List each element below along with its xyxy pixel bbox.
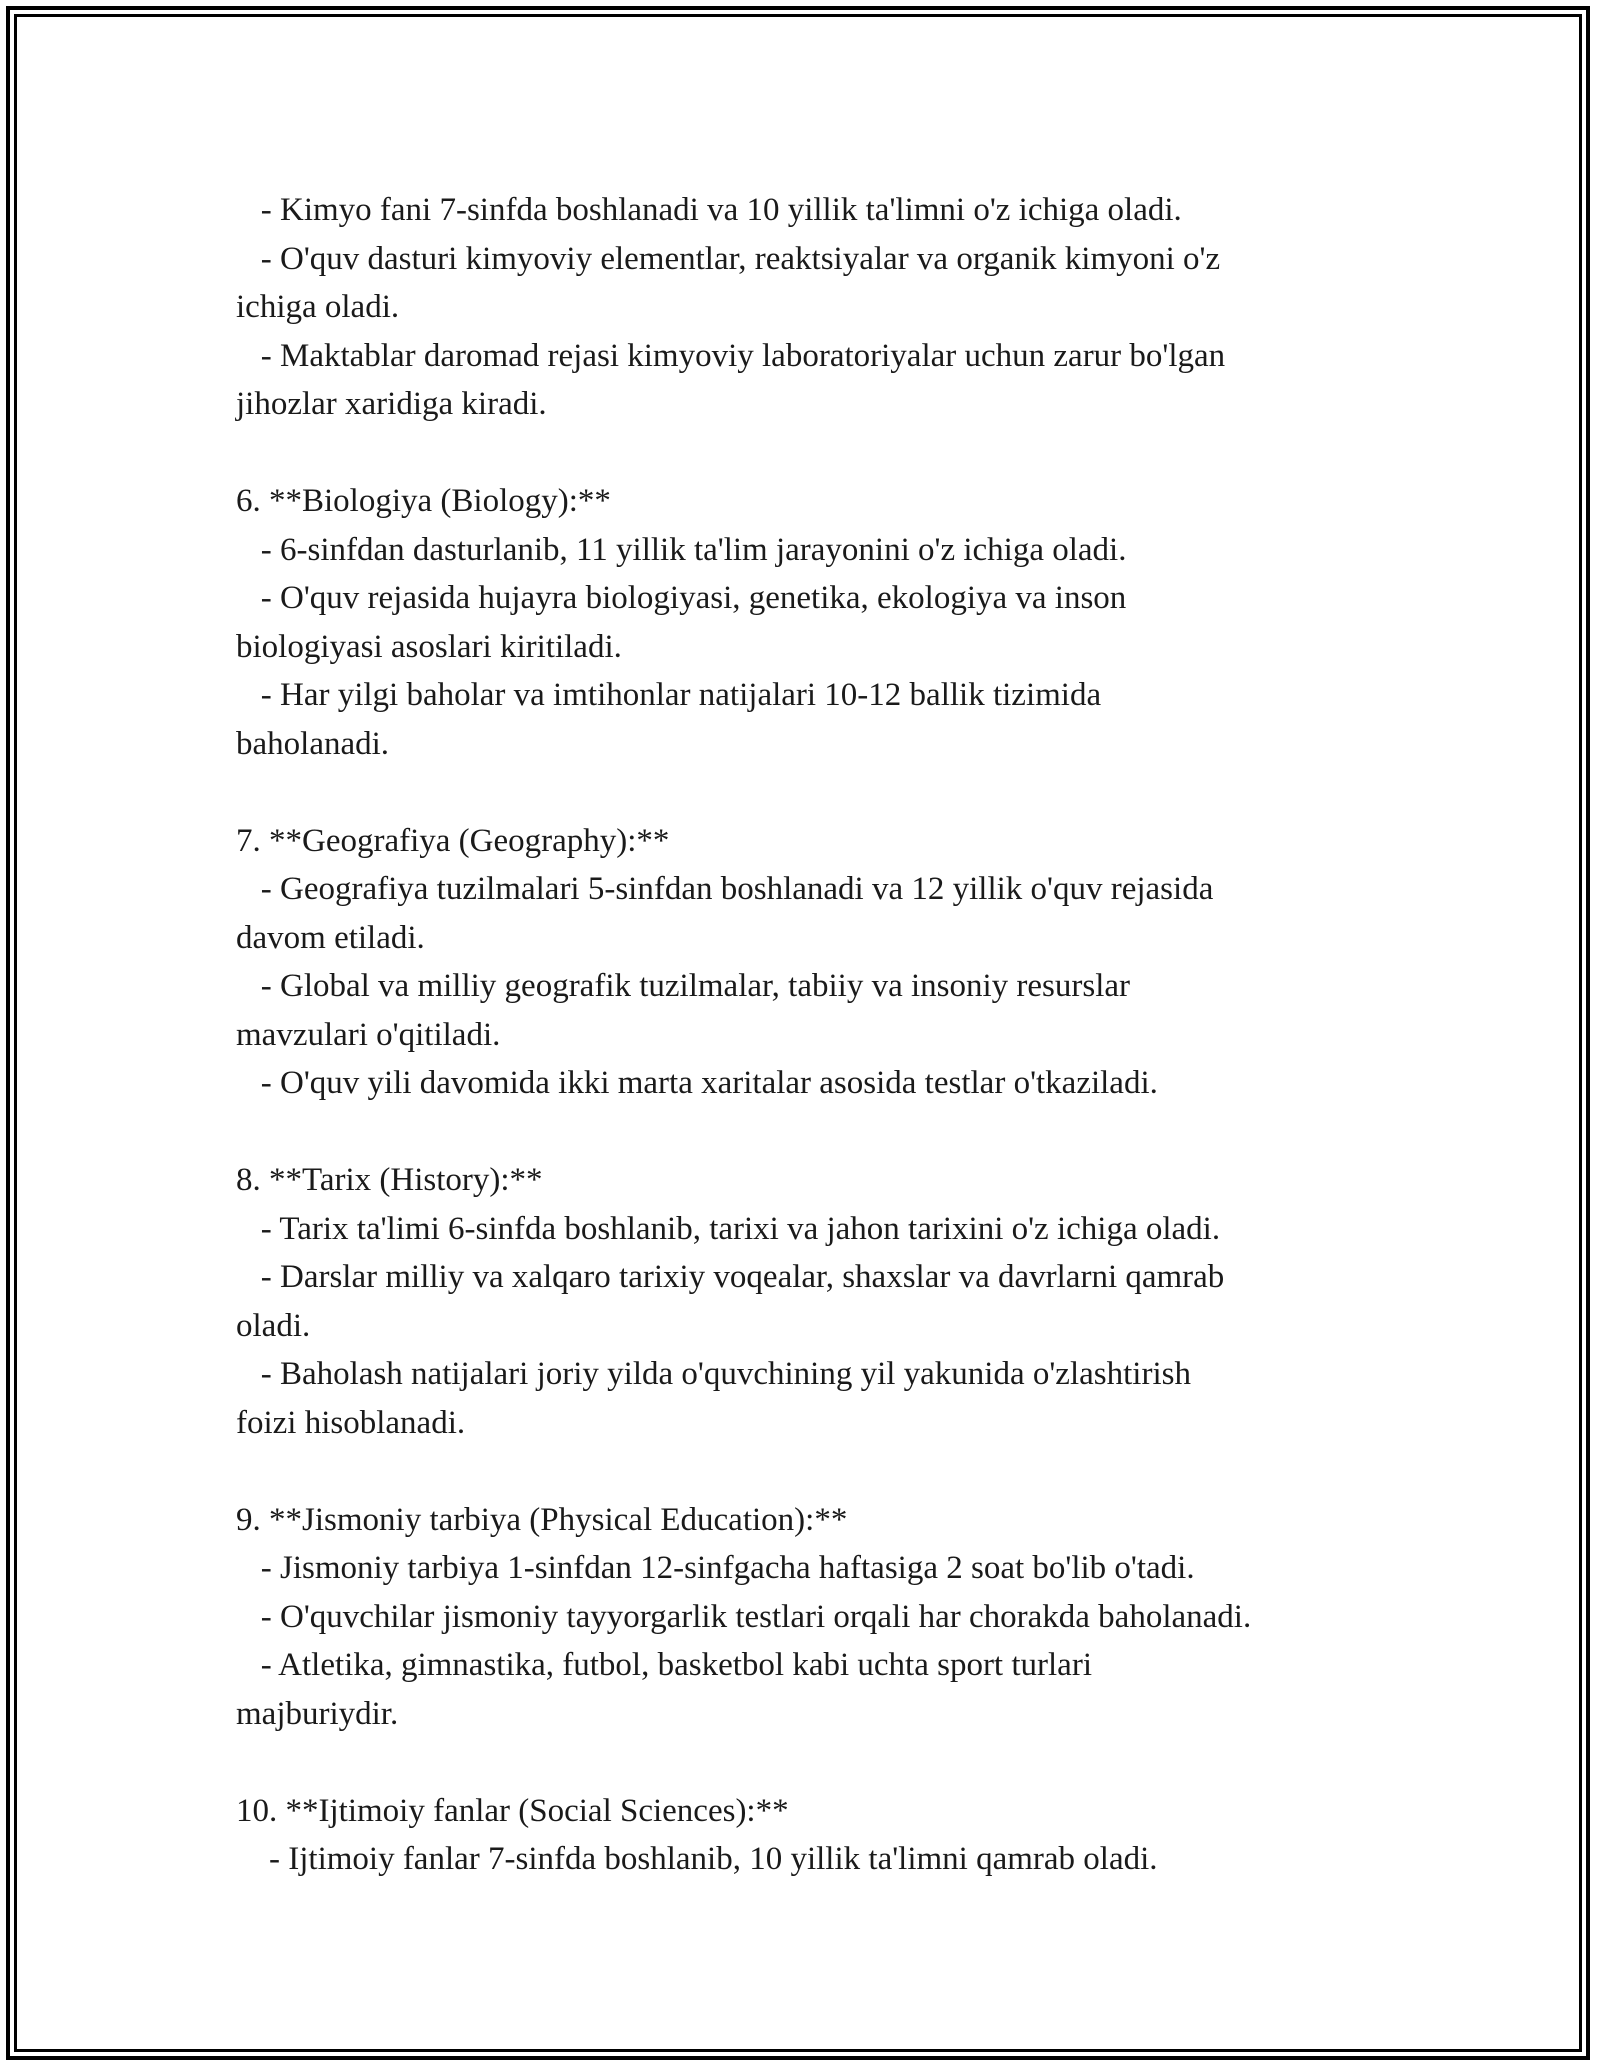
text-line: majburiydir. [236,1695,399,1732]
text-line: mavzulari o'qitiladi. [236,1016,501,1053]
text-line: ichiga oladi. [236,289,400,325]
text-line: jihozlar xaridiga kiradi. [236,386,547,422]
section-heading: 8. **Tarix (History):** [236,1162,543,1198]
section-heading: 10. **Ijtimoiy fanlar (Social Sciences):** [236,1792,789,1829]
section-heading: 7. **Geografiya (Geography):** [236,822,670,859]
text-line: - O'quv dasturi kimyoviy elementlar, reaktsiyalar va organik kimyoni o'z [236,240,1221,277]
section-heading: 6. **Biologiya (Biology):** [236,483,611,519]
paragraph-gap [236,768,1376,817]
text-line: - Kimyo fani 7-sinfda boshlanadi va 10 yillik ta'limni o'z ichiga oladi. [236,192,1182,228]
text-line: baholanadi. [236,725,390,762]
paragraph-gap [236,1108,1376,1157]
document-body [236,186,1376,1884]
section-heading: 9. **Jismoniy tarbiya (Physical Education):** [236,1501,848,1538]
text-line: - Har yilgi baholar va imtihonlar natijalari 10-12 ballik tizimida [236,677,1102,713]
text-line: oladi. [236,1307,311,1344]
text-line: - Darslar milliy va xalqaro tarixiy voqealar, shaxslar va davrlarni qamrab [236,1259,1225,1295]
section-social-sciences [236,1787,1376,1884]
section-biology [236,477,1376,768]
text-line: - Baholash natijalari joriy yilda o'quvchining yil yakunida o'zlashtirish [236,1356,1191,1392]
section-geography [236,817,1376,1108]
text-line: - Geografiya tuzilmalari 5-sinfdan boshlanadi va 12 yillik o'quv rejasida [236,871,1214,907]
text-line: foizi hisoblanadi. [236,1404,466,1441]
paragraph-gap [236,1447,1376,1496]
section-physical-education [236,1496,1376,1739]
text-line: - O'quv yili davomida ikki marta xaritalar asosida testlar o'tkaziladi. [236,1065,1158,1101]
text-line: - Atletika, gimnastika, futbol, basketbol kabi uchta sport turlari [236,1647,1092,1683]
text-line: - 6-sinfdan dasturlanib, 11 yillik ta'lim jarayonini o'z ichiga oladi. [236,531,1127,568]
section-history [236,1156,1376,1447]
text-line: - Jismoniy tarbiya 1-sinfdan 12-sinfgacha haftasiga 2 soat bo'lib o'tadi. [236,1550,1195,1586]
text-line: davom etiladi. [236,919,425,956]
intro-block [236,186,1376,429]
paragraph-gap [236,429,1376,478]
text-line: - Tarix ta'limi 6-sinfda boshlanib, tarixi va jahon tarixini o'z ichiga oladi. [236,1210,1221,1247]
text-line: - Maktablar daromad rejasi kimyoviy laboratoriyalar uchun zarur bo'lgan [236,337,1226,374]
text-line: - O'quv rejasida hujayra biologiyasi, genetika, ekologiya va inson [236,580,1127,616]
text-line: - O'quvchilar jismoniy tayyorgarlik testlari orqali har chorakda baholanadi. [236,1598,1252,1635]
paragraph-gap [236,1738,1376,1787]
text-line: - Global va milliy geografik tuzilmalar, tabiiy va insoniy resurslar [236,968,1131,1004]
text-line: biologiyasi asoslari kiritiladi. [236,628,622,665]
text-line: - Ijtimoiy fanlar 7-sinfda boshlanib, 10 yillik ta'limni qamrab oladi. [236,1841,1158,1877]
